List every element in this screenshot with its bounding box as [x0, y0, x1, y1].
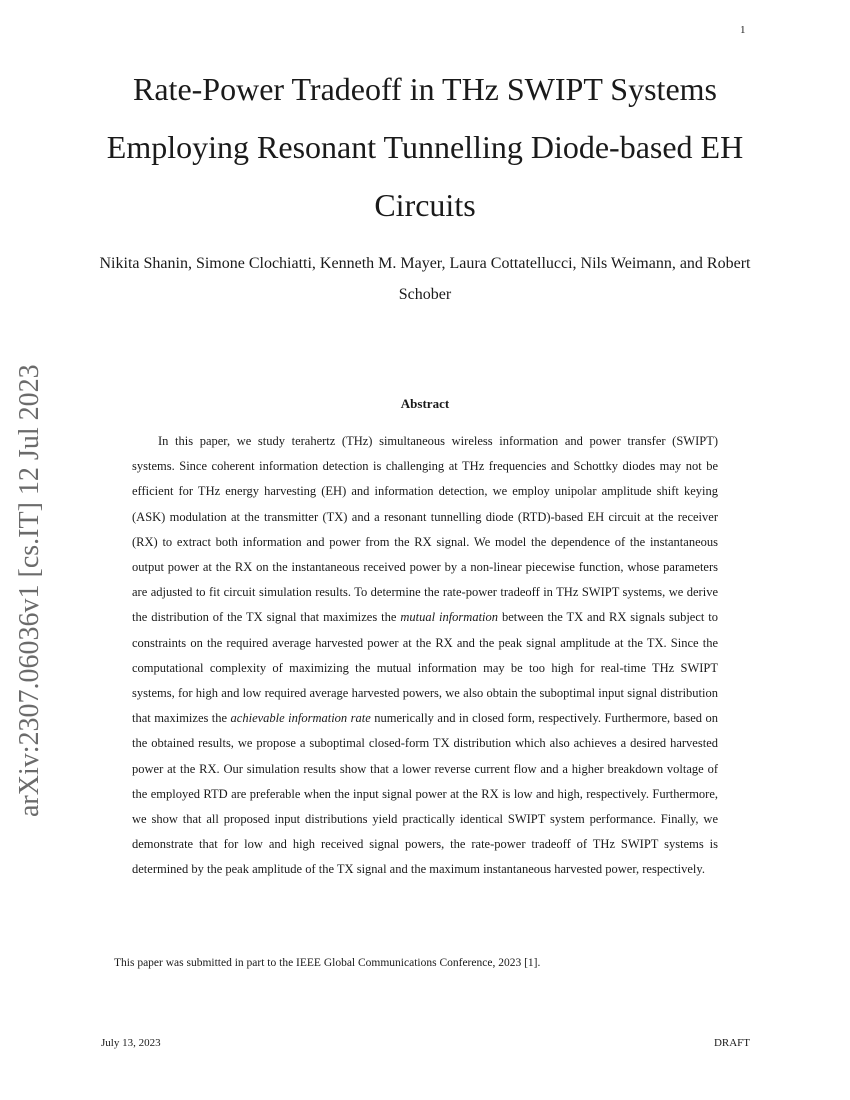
footer-date: July 13, 2023 — [101, 1037, 161, 1049]
abstract-heading: Abstract — [400, 396, 450, 411]
abstract-emphasis-mutual-information: mutual information — [400, 610, 499, 625]
abstract-body — [132, 429, 718, 883]
author-list: Nikita Shanin, Simone Clochiatti, Kenneth M. Mayer, Laura Cottatellucci, Nils Weimann, and Robert Schober — [99, 255, 751, 303]
abstract-text-part-2: between the TX and RX signals subject to constraints on the required average harvested power at the RX and the peak signal amplitude at the TX. Since the computational complexity of maximizing the mutual information may be too high for real-time THz SWIPT systems, for high and low required average harvested powers, we also obtain the suboptimal input signal distribution that maximizes the — [132, 610, 719, 726]
arxiv-stamp: arXiv:2307.06036v1 [cs.IT] 12 Jul 2023 — [14, 364, 45, 817]
footnote: This paper was submitted in part to the IEEE Global Communications Conference, 2023 [1]. — [114, 957, 541, 969]
abstract-emphasis-achievable-rate: achievable information rate — [230, 711, 371, 726]
abstract-text-part-3: numerically and in closed form, respectively. Furthermore, based on the obtained results, we propose a suboptimal closed-form TX distribution which also achieves a desired harvested power at the RX. Our simulation results show that a lower reverse current flow and a higher breakdown voltage of the employed RTD are preferable when the input signal power at the RX is low and high, respectively. Furthermore, we show that all proposed input distributions yield practically identical SWIPT system performance. Finally, we demonstrate that for low and high received signal powers, the rate-power tradeoff of THz SWIPT systems is determined by the peak amplitude of the TX signal and the maximum instantaneous harvested power, respectively. — [132, 711, 718, 877]
footer-draft-label: DRAFT — [713, 1037, 750, 1049]
page-number: 1 — [740, 24, 746, 36]
paper-title: Rate-Power Tradeoff in THz SWIPT Systems Employing Resonant Tunnelling Diode-based EH Circuits — [106, 71, 744, 223]
abstract-text-part-1: In this paper, we study terahertz (THz) simultaneous wireless information and power transfer (SWIPT) systems. Since coherent information detection is challenging at THz frequencies and Schottky diodes may not be efficient for THz energy harvesting (EH) and information detection, we employ unipolar amplitude shift keying (ASK) modulation at the transmitter (TX) and a resonant tunnelling diode (RTD)-based EH circuit at the receiver (RX) to extract both information and power from the RX signal. We model the dependence of the instantaneous output power at the RX on the instantaneous received power by a non-linear piecewise function, whose parameters are adjusted to fit circuit simulation results. To determine the rate-power tradeoff in THz SWIPT systems, we derive the distribution of the TX signal that maximizes the — [132, 434, 718, 625]
title-block — [90, 60, 760, 310]
